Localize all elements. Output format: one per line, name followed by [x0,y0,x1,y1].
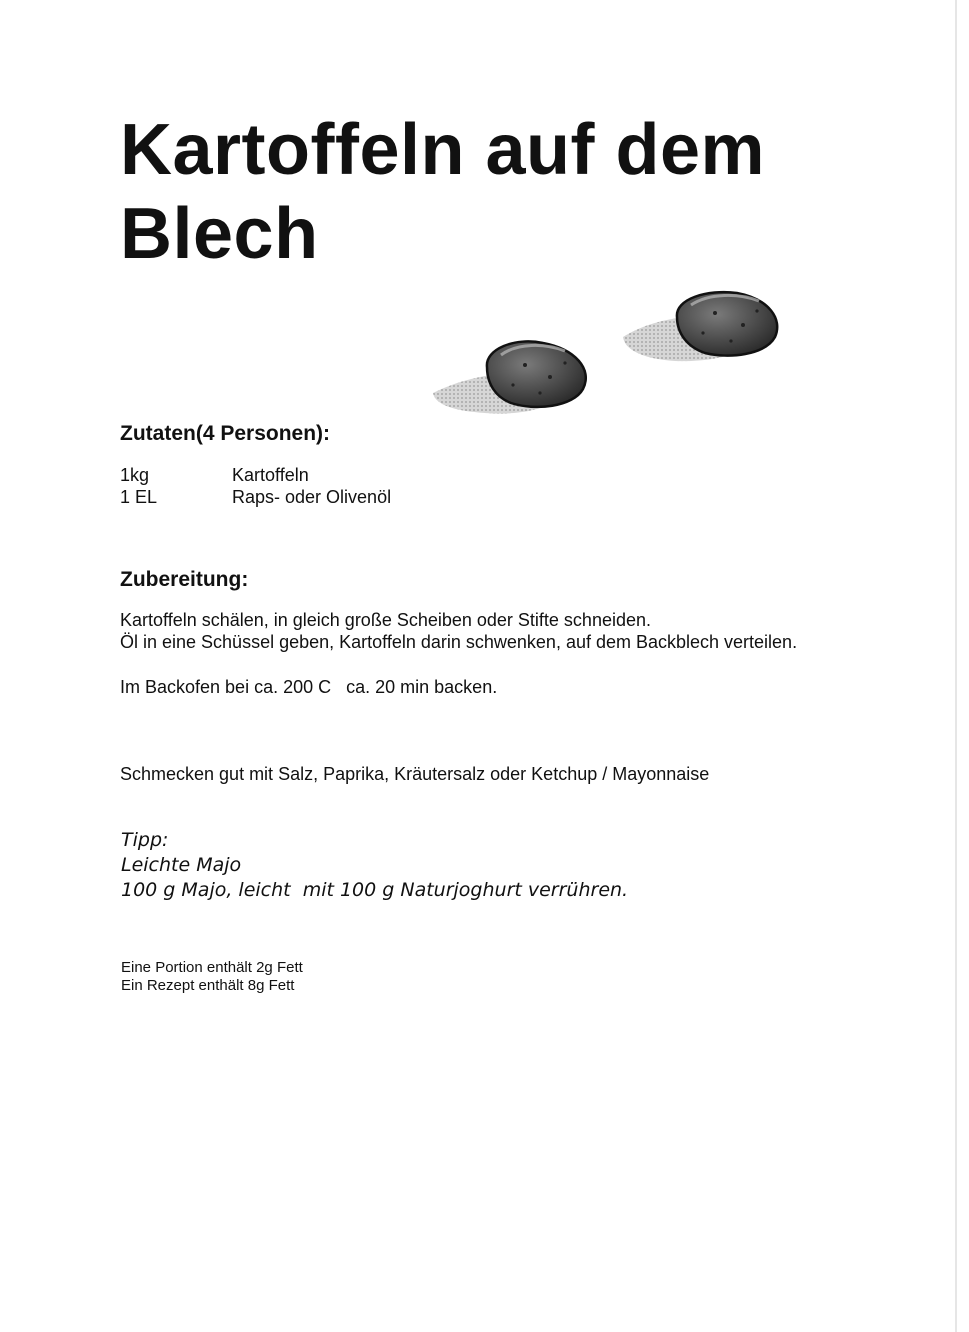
preparation-step: Im Backofen bei ca. 200 C ca. 20 min backen. [120,677,498,697]
preparation-step: Kartoffeln schälen, in gleich große Scheiben oder Stifte schneiden. [120,610,651,630]
potato-icon [433,341,586,413]
ingredients-heading: Zutaten(4 Personen): [120,422,331,445]
recipe-title: Kartoffeln auf dem Blech [120,110,766,274]
tip-block [121,828,628,903]
nutrition-info [121,959,303,995]
ingredient-quantity: 1 EL [120,487,158,507]
ingredient-name: Raps- oder Olivenöl [232,487,392,507]
preparation-heading: Zubereitung: [120,568,249,591]
nutrition-recipe: Ein Rezept enthält 8g Fett [121,977,295,994]
ingredient-quantity: 1kg [120,465,150,485]
ingredient-name: Kartoffeln [232,465,309,485]
page-edge [955,0,957,1332]
list-item [120,486,391,508]
nutrition-portion: Eine Portion enthält 2g Fett [121,959,303,976]
preparation-step: Öl in eine Schüssel geben, Kartoffeln darin schwenken, auf dem Backblech verteilen. [120,632,798,652]
tip-title: Leichte Majo [121,854,242,876]
potatoes-illustration [425,285,795,425]
serving-note: Schmecken gut mit Salz, Paprika, Kräutersalz oder Ketchup / Mayonnaise [120,764,710,784]
tip-text: 100 g Majo, leicht mit 100 g Naturjoghurt verrühren. [121,879,629,901]
ingredients-list [120,464,391,508]
list-item [120,464,391,486]
tip-label: Tipp: [121,829,169,851]
potato-icon [623,292,777,361]
